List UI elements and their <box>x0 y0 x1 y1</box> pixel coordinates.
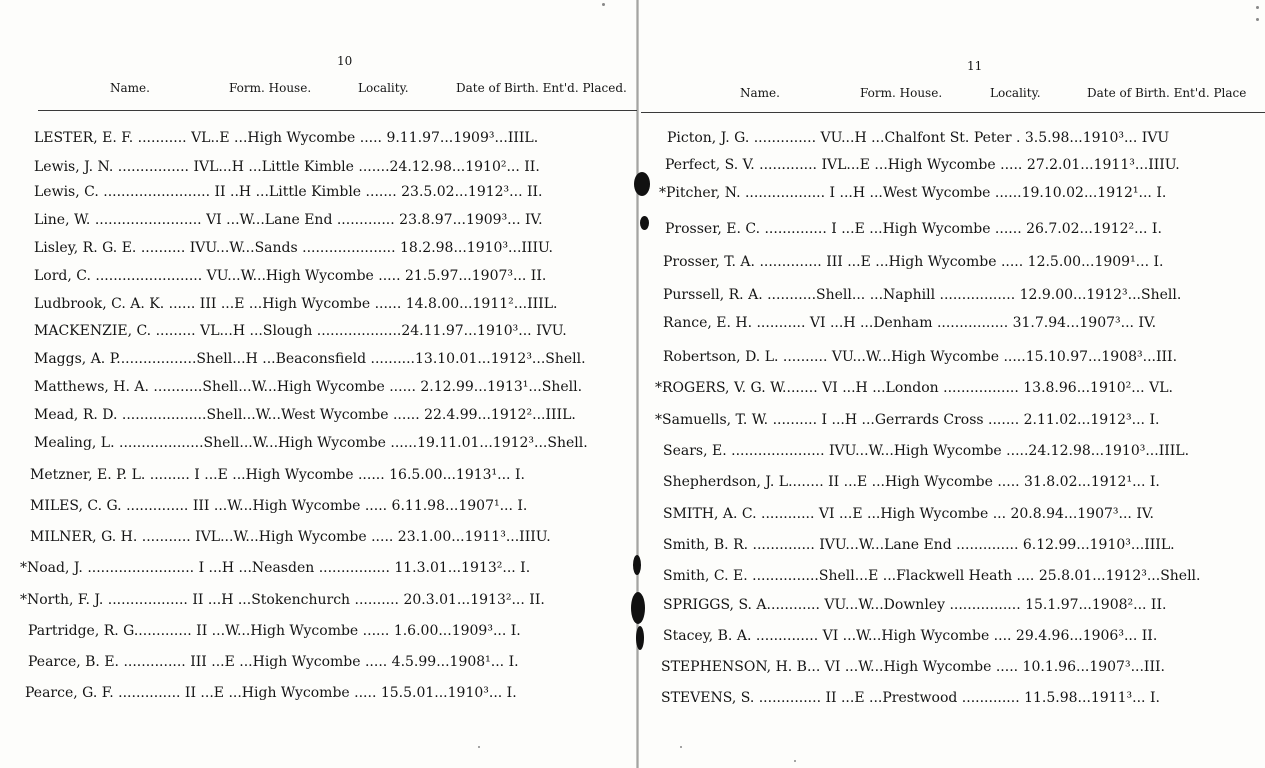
header-form-house: Form. House. <box>860 86 943 100</box>
register-row: *Samuells, T. W. .......... I ...H ...Gerrards Cross ....... 2.11.02...1912³... I. <box>655 412 1160 428</box>
register-row: Lewis, J. N. ................ IVL...H ...Little Kimble .......24.12.98...1910²... II. <box>34 159 540 175</box>
header-dob-entd-placed: Date of Birth. Ent'd. Placed. <box>456 81 627 95</box>
register-row: Purssell, R. A. ...........Shell... ...Naphill ................. 12.9.00...1912³...Shell. <box>663 287 1182 303</box>
register-row: Picton, J. G. .............. VU...H ...Chalfont St. Peter . 3.5.98...1910³... IVU <box>667 130 1170 146</box>
register-row: MILES, C. G. .............. III ...W...High Wycombe ..... 6.11.98...1907¹... I. <box>30 498 528 514</box>
header-rule <box>38 110 637 111</box>
register-row: *Noad, J. ........................ I ...H ...Neasden ................ 11.3.01...1913²... I. <box>20 560 531 576</box>
header-dob-entd-placed: Date of Birth. Ent'd. Place <box>1087 86 1247 100</box>
register-row: MACKENZIE, C. ......... VL...H ...Slough ...................24.11.97...1910³... IVU. <box>34 323 567 339</box>
register-row: Metzner, E. P. L. ......... I ...E ...High Wycombe ...... 16.5.00...1913¹... I. <box>30 467 525 483</box>
register-row: Pearce, G. F. .............. II ...E ...High Wycombe ..... 15.5.01...1910³... I. <box>25 685 517 701</box>
ink-blot <box>634 172 650 196</box>
register-row: Lewis, C. ........................ II ..H ...Little Kimble ....... 23.5.02...1912³... II. <box>34 184 543 200</box>
scan-speck <box>680 746 682 748</box>
register-row: *Pitcher, N. .................. I ...H ...West Wycombe ......19.10.02...1912¹... I. <box>659 185 1167 201</box>
page-number: 10 <box>337 54 353 68</box>
register-row: LESTER, E. F. ........... VL..E ...High Wycombe ..... 9.11.97...1909³...IIIL. <box>34 130 539 146</box>
register-row: Ludbrook, C. A. K. ...... III ...E ...High Wycombe ...... 14.8.00...1911²...IIIL. <box>34 296 558 312</box>
scan-speck <box>1256 6 1259 9</box>
register-row: Perfect, S. V. ............. IVL...E ...High Wycombe ..... 27.2.01...1911³...IIIU. <box>665 157 1180 173</box>
register-row: Partridge, R. G............. II ...W...High Wycombe ...... 1.6.00...1909³... I. <box>28 623 521 639</box>
register-row: Mealing, L. ...................Shell...W...High Wycombe ......19.11.01...1912³...Shell. <box>34 435 588 451</box>
ink-blot <box>631 592 645 624</box>
register-row: Lord, C. ........................ VU...W...High Wycombe ..... 21.5.97...1907³... II. <box>34 268 547 284</box>
register-row: Shepherdson, J. L........ II ...E ...High Wycombe ..... 31.8.02...1912¹... I. <box>663 474 1160 490</box>
header-name: Name. <box>740 86 780 100</box>
register-row: MILNER, G. H. ........... IVL...W...High Wycombe ..... 23.1.00...1911³...IIIU. <box>30 529 551 545</box>
ink-blot <box>640 216 649 230</box>
register-row: Stacey, B. A. .............. VI ...W...High Wycombe .... 29.4.96...1906³... II. <box>663 628 1158 644</box>
header-name: Name. <box>110 81 150 95</box>
register-row: *ROGERS, V. G. W........ VI ...H ...London ................. 13.8.96...1910²... VL. <box>655 380 1173 396</box>
register-row: SPRIGGS, S. A............ VU...W...Downley ................ 15.1.97...1908²... II. <box>663 597 1167 613</box>
register-row: Smith, C. E. ...............Shell...E ...Flackwell Heath .... 25.8.01...1912³...Shell. <box>663 568 1201 584</box>
register-row: Sears, E. ..................... IVU...W...High Wycombe .....24.12.98...1910³...IIIL. <box>663 443 1190 459</box>
register-row: SMITH, A. C. ............ VI ...E ...High Wycombe ... 20.8.94...1907³... IV. <box>663 506 1154 522</box>
header-locality: Locality. <box>358 81 409 95</box>
register-row: *North, F. J. .................. II ...H ...Stokenchurch .......... 20.3.01...1913²... II. <box>20 592 545 608</box>
header-form-house: Form. House. <box>229 81 312 95</box>
ink-blot <box>633 555 641 575</box>
header-rule <box>641 112 1265 113</box>
page-number: 11 <box>967 59 983 73</box>
scan-speck <box>602 3 605 6</box>
register-row: STEPHENSON, H. B... VI ...W...High Wycombe ..... 10.1.96...1907³...III. <box>661 659 1165 675</box>
scan-speck <box>478 746 480 748</box>
register-row: Pearce, B. E. .............. III ...E ...High Wycombe ..... 4.5.99...1908¹... I. <box>28 654 519 670</box>
register-row: Robertson, D. L. .......... VU...W...High Wycombe .....15.10.97...1908³...III. <box>663 349 1178 365</box>
register-row: Smith, B. R. .............. IVU...W...Lane End .............. 6.12.99...1910³...IIIL. <box>663 537 1175 553</box>
register-row: Mead, R. D. ...................Shell...W...West Wycombe ...... 22.4.99...1912²...IIIL. <box>34 407 576 423</box>
register-row: Maggs, A. P..................Shell...H ...Beaconsfield ..........13.10.01...1912³...Shell. <box>34 351 586 367</box>
register-row: Rance, E. H. ........... VI ...H ...Denham ................ 31.7.94...1907³... IV. <box>663 315 1157 331</box>
register-row: Prosser, E. C. .............. I ...E ...High Wycombe ...... 26.7.02...1912²... I. <box>665 221 1162 237</box>
scan-speck <box>1256 18 1259 21</box>
register-row: Lisley, R. G. E. .......... IVU...W...Sands ..................... 18.2.98...1910³...IIIU. <box>34 240 553 256</box>
ink-blot <box>636 626 644 650</box>
register-row: Prosser, T. A. .............. III ...E ...High Wycombe ..... 12.5.00...1909¹... I. <box>663 254 1164 270</box>
register-row: Line, W. ........................ VI ...W...Lane End ............. 23.8.97...1909³... IV. <box>34 212 543 228</box>
header-locality: Locality. <box>990 86 1041 100</box>
register-row: Matthews, H. A. ...........Shell...W...High Wycombe ...... 2.12.99...1913¹...Shell. <box>34 379 583 395</box>
register-row: STEVENS, S. .............. II ...E ...Prestwood ............. 11.5.98...1911³... I. <box>661 690 1160 706</box>
scan-speck <box>794 760 796 762</box>
right-page <box>641 0 1265 768</box>
